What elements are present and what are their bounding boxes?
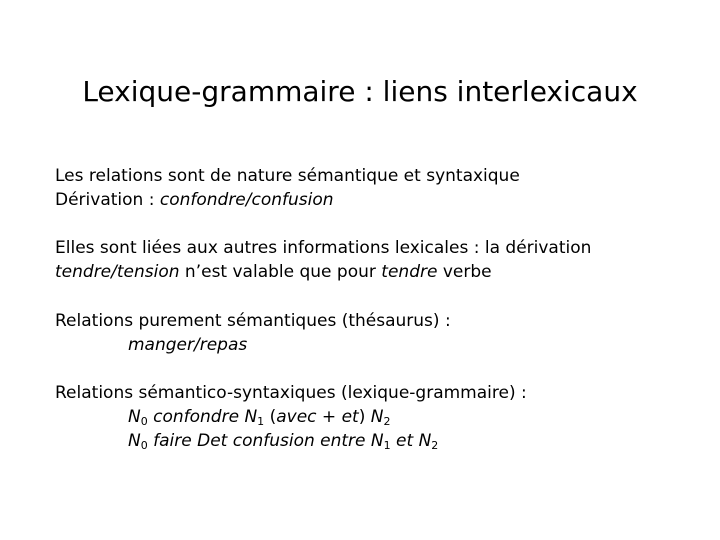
n0-symbol: N [128,431,141,451]
faire-confusion-text: faire Det confusion entre [147,431,371,451]
relations-nature-line: Les relations sont de nature sémantique et syntaxique [55,166,520,186]
n2-symbol: N [418,431,432,451]
confondre-verb: confondre [147,407,245,427]
tendre-tension-example: tendre/tension [55,262,180,282]
derivation-example: confondre/confusion [159,190,334,210]
paren-close: ) [358,407,371,427]
n1-symbol: N [370,431,384,451]
n1-symbol: N [244,407,258,427]
verbe-text: verbe [437,262,492,282]
n0-symbol: N [128,407,141,427]
n1-subscript: 1 [257,415,265,428]
manger-repas-example: manger/repas [128,335,248,355]
tendre-tension-line [55,261,492,283]
n1-subscript: 1 [383,439,391,452]
n0-subscript: 0 [140,415,148,428]
slide-title: Lexique-grammaire : liens interlexicaux [82,75,638,108]
et-word: et [341,407,359,427]
faire-confusion-pattern [128,430,438,452]
plus-sign: + [316,407,342,427]
lexical-info-line: Elles sont liées aux autres informations lexicales : la dérivation [55,238,592,258]
avec-word: avec [276,407,317,427]
confondre-pattern [128,406,390,428]
semantic-relations-line: Relations purement sémantiques (thésaurus) : [55,311,451,331]
derivation-label: Dérivation : [55,190,160,210]
valable-text: n’est valable que pour [179,262,382,282]
paren-open: ( [264,407,277,427]
n0-subscript: 0 [140,439,148,452]
semantic-example [128,334,247,356]
et-word: et [390,431,419,451]
derivation-line [55,189,334,211]
n2-symbol: N [370,407,384,427]
n2-subscript: 2 [431,439,439,452]
syntactic-relations-line: Relations sémantico-syntaxiques (lexique-grammaire) : [55,383,527,403]
tendre-word: tendre [381,262,438,282]
n2-subscript: 2 [383,415,391,428]
